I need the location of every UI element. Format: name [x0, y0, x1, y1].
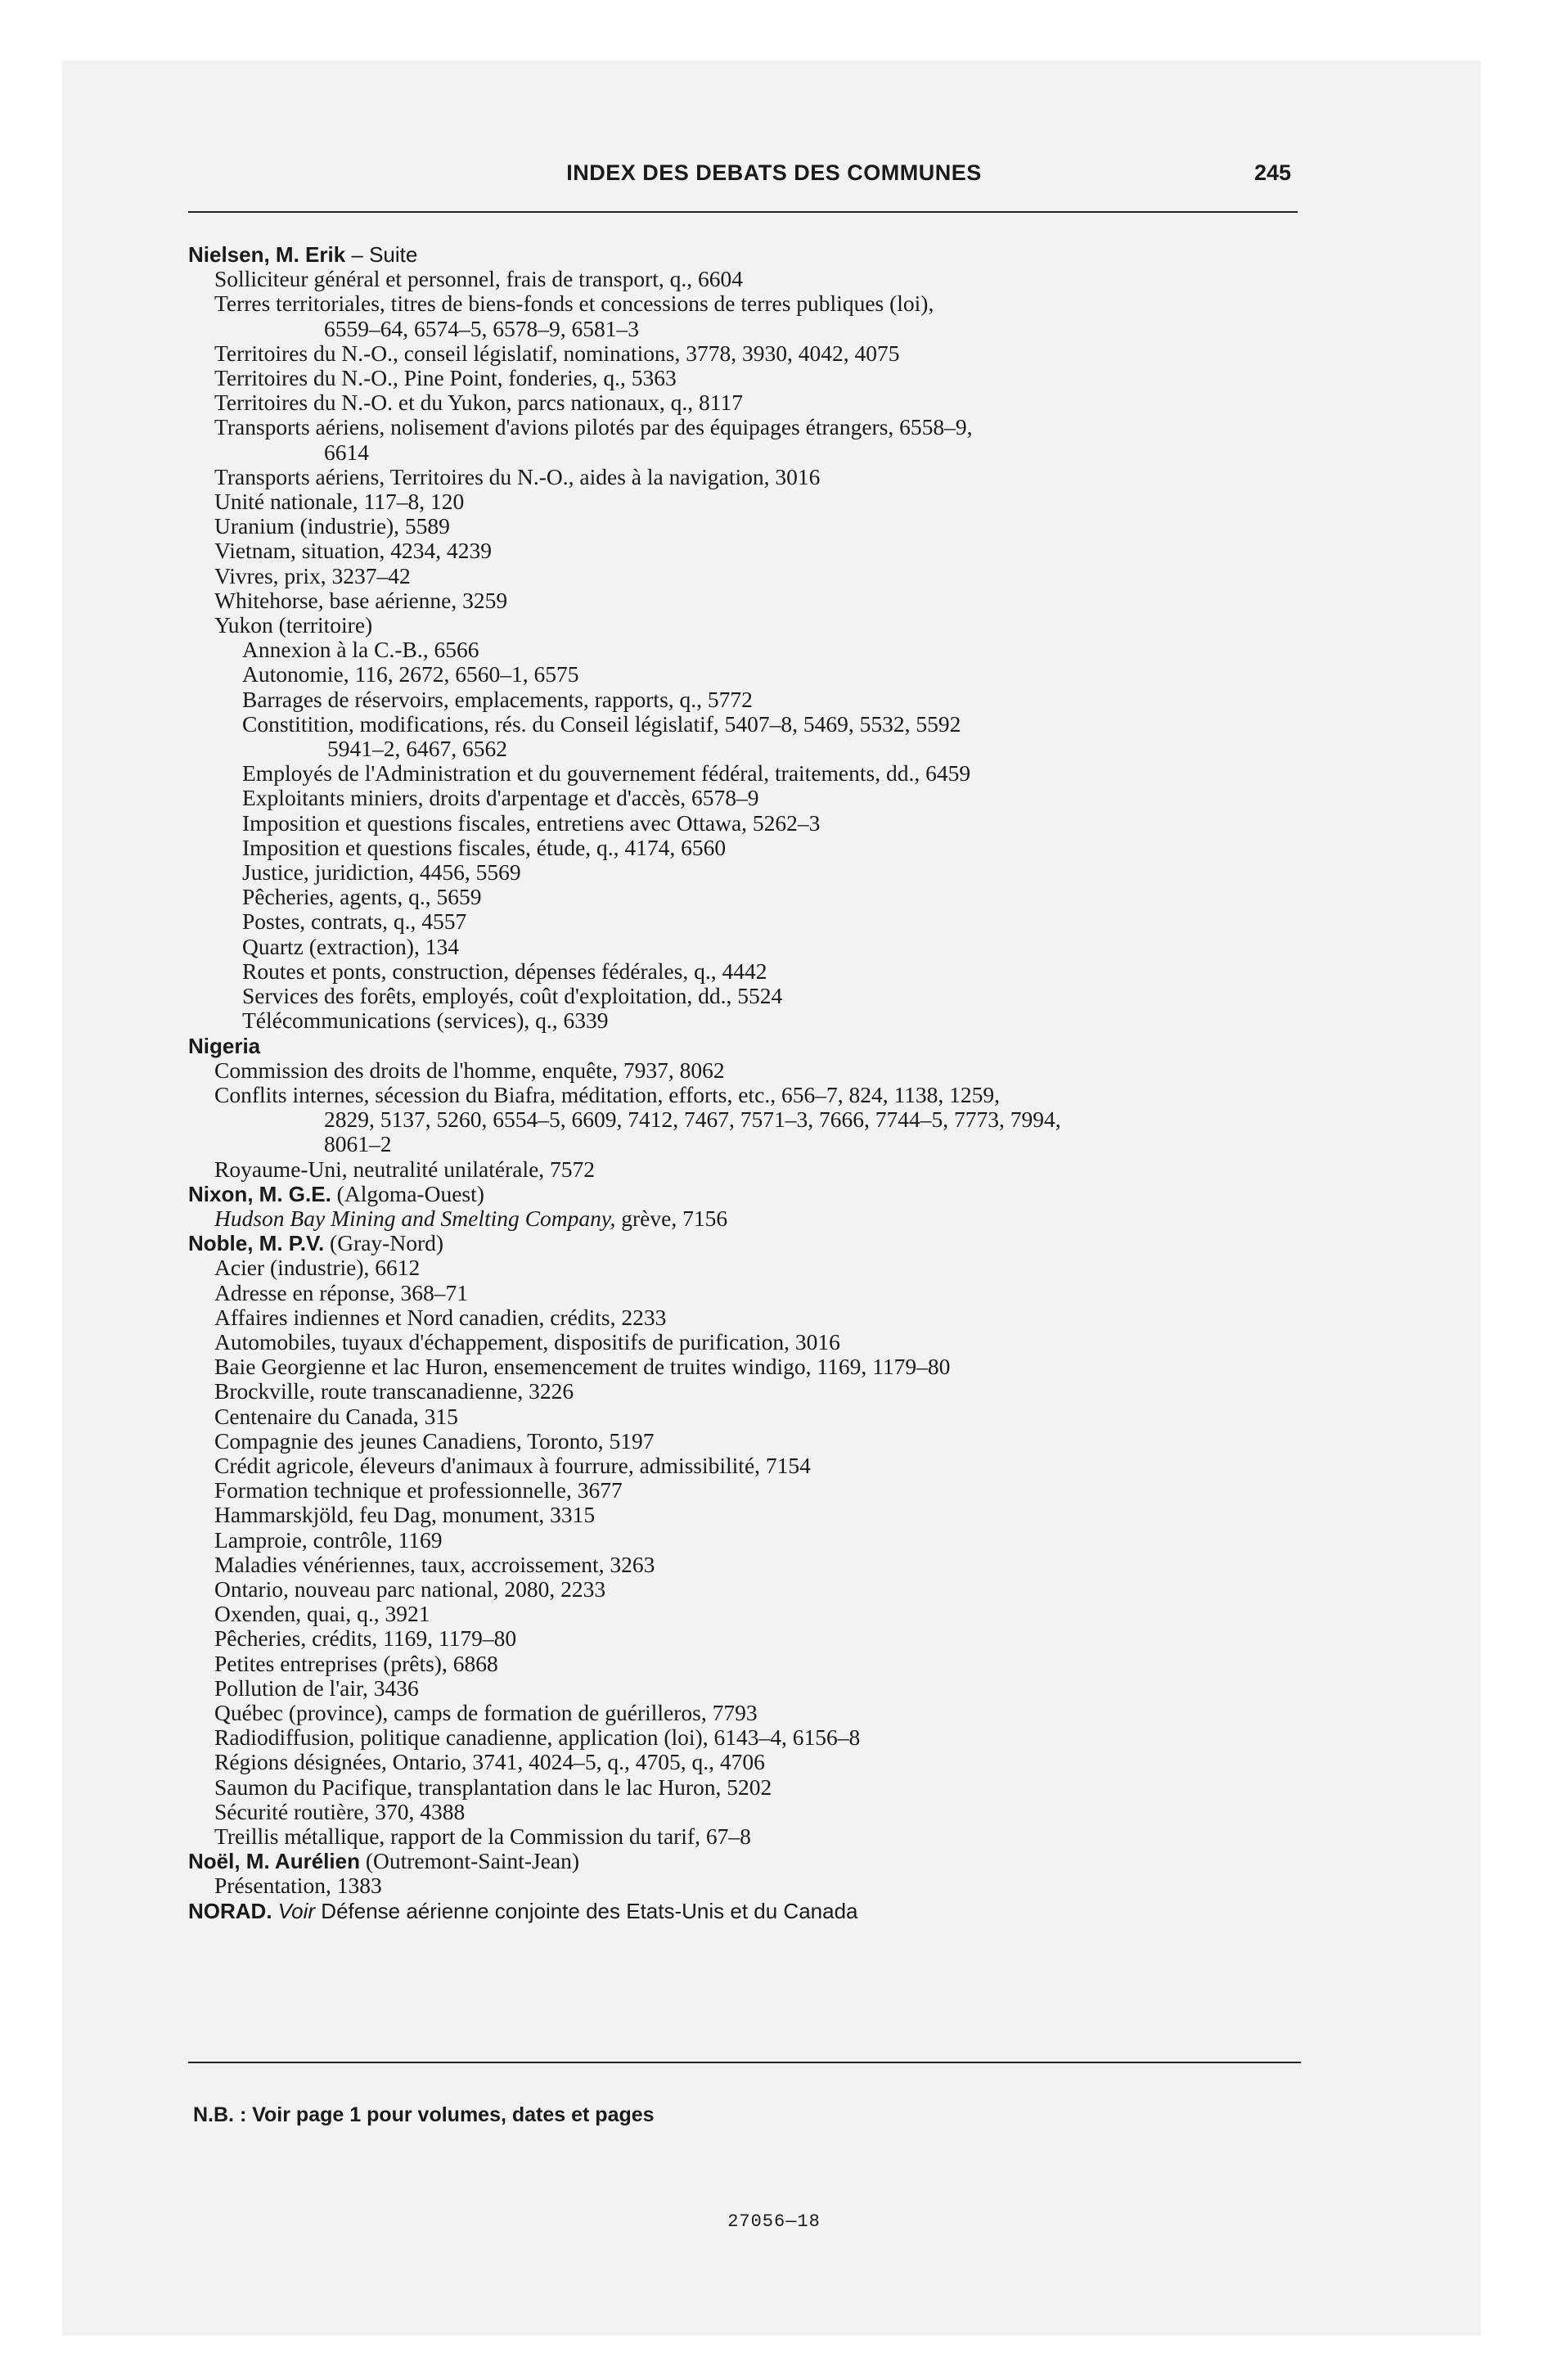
header-rule	[188, 211, 1298, 213]
editorial-note: N.B. : Voir page 1 pour volumes, dates et pages	[193, 2103, 655, 2126]
subentry: Acier (industrie), 6612	[214, 1255, 421, 1281]
subentry-detail: grève, 7156	[615, 1205, 728, 1231]
subentry: Présentation, 1383	[214, 1873, 382, 1899]
subentry: Adresse en réponse, 368–71	[214, 1279, 469, 1305]
subentry: Saumon du Pacifique, transplantation dans le lac Huron, 5202	[214, 1774, 772, 1800]
subentry: Conflits internes, sécession du Biafra, méditation, efforts, etc., 656–7, 824, 1138, 1259,	[214, 1081, 1001, 1107]
entry-riding: (Gray-Nord)	[324, 1230, 444, 1256]
subentry: Brockville, route transcanadienne, 3226	[214, 1378, 574, 1404]
sub-subentry: Postes, contrats, q., 4557	[242, 908, 467, 935]
index-entry-noel	[188, 1849, 1301, 1873]
subentry: Pêcheries, crédits, 1169, 1179–80	[214, 1625, 517, 1652]
sub-subentry: Justice, juridiction, 4456, 5569	[242, 859, 521, 886]
subentry: Transports aériens, nolisement d'avions pilotés par des équipages étrangers, 6558–9,	[214, 414, 973, 440]
entry-name: Noël, M. Aurélien	[188, 1849, 360, 1874]
sub-subentry: Quartz (extraction), 134	[242, 933, 459, 959]
index-entry-norad	[188, 1899, 1301, 1923]
subentry: Vivres, prix, 3237–42	[214, 562, 411, 588]
subentry: Crédit agricole, éleveurs d'animaux à fourrure, admissibilité, 7154	[214, 1452, 811, 1478]
subentry-continuation: 8061–2	[324, 1131, 392, 1157]
page-number: 245	[1253, 160, 1291, 185]
sub-subentry: Constitition, modifications, rés. du Conseil législatif, 5407–8, 5469, 5532, 5592	[242, 710, 961, 737]
subentry: Ontario, nouveau parc national, 2080, 2233	[214, 1575, 606, 1602]
footer-rule	[188, 2062, 1301, 2063]
subentry-continuation: 2829, 5137, 5260, 6554–5, 6609, 7412, 7467, 7571–3, 7666, 7744–5, 7773, 7994,	[324, 1107, 1061, 1133]
subentry: Baie Georgienne et lac Huron, ensemencement de truites windigo, 1169, 1179–80	[214, 1354, 951, 1380]
subentry: Commission des droits de l'homme, enquête, 7937, 8062	[214, 1057, 725, 1083]
subentry: Sécurité routière, 370, 4388	[214, 1798, 466, 1824]
entry-name: NORAD.	[188, 1898, 272, 1923]
running-header-title: INDEX DES DEBATS DES COMMUNES	[566, 160, 982, 185]
subentry: Transports aériens, Territoires du N.-O., aides à la navigation, 3016	[214, 463, 821, 489]
subentry: Hammarskjöld, feu Dag, monument, 3315	[214, 1502, 596, 1528]
subentry-continuation: 6559–64, 6574–5, 6578–9, 6581–3	[324, 315, 639, 341]
entry-riding: (Outremont-Saint-Jean)	[359, 1848, 580, 1874]
subentry	[188, 1206, 1301, 1231]
sub-subentry: Annexion à la C.-B., 6566	[242, 637, 479, 663]
subentry: Lamproie, contrôle, 1169	[214, 1526, 443, 1553]
sub-subentry: Exploitants miniers, droits d'arpentage et d'accès, 6578–9	[242, 785, 759, 811]
entry-riding: (Algoma-Ouest)	[331, 1180, 484, 1206]
cross-reference-voir: Voir	[277, 1898, 316, 1923]
entry-name: Nielsen, M. Erik	[188, 242, 346, 267]
sub-subentry: Imposition et questions fiscales, entretiens avec Ottawa, 5262–3	[242, 809, 821, 836]
index-entry-nielsen	[188, 242, 1301, 267]
sub-subentry: Routes et ponts, construction, dépenses fédérales, q., 4442	[242, 958, 767, 984]
index-column	[188, 242, 1301, 1923]
subentry: Unité nationale, 117–8, 120	[214, 489, 465, 515]
cross-reference-target: Défense aérienne conjointe des Etats-Unis et du Canada	[315, 1898, 858, 1923]
subentry: Radiodiffusion, politique canadienne, application (loi), 6143–4, 6156–8	[214, 1724, 861, 1751]
index-entry-nixon	[188, 1182, 1301, 1206]
subentry: Formation technique et professionnelle, 3677	[214, 1477, 623, 1503]
sub-subentry: Télécommunications (services), q., 6339	[242, 1007, 609, 1034]
subentry: Oxenden, quai, q., 3921	[214, 1601, 430, 1627]
entry-suffix: – Suite	[345, 242, 418, 267]
subentry: Centenaire du Canada, 315	[214, 1403, 458, 1429]
sub-subentry: Pêcheries, agents, q., 5659	[242, 884, 482, 910]
company-name: Hudson Bay Mining and Smelting Company,	[214, 1205, 616, 1231]
entry-name: Noble, M. P.V.	[188, 1231, 325, 1256]
subentry: Pollution de l'air, 3436	[214, 1675, 419, 1701]
subentry: Québec (province), camps de formation de guérilleros, 7793	[214, 1699, 758, 1725]
print-code: 27056—18	[727, 2211, 821, 2232]
sub-subentry: Barrages de réservoirs, emplacements, rapports, q., 5772	[242, 686, 753, 712]
subentry: Vietnam, situation, 4234, 4239	[214, 538, 493, 564]
subentry: Territoires du N.-O., Pine Point, fonderies, q., 5363	[214, 365, 677, 391]
entry-name: Nigeria	[188, 1033, 261, 1058]
subentry: Petites entreprises (prêts), 6868	[214, 1650, 498, 1676]
entry-name: Nixon, M. G.E.	[188, 1181, 331, 1206]
subentry: Territoires du N.-O., conseil législatif, nominations, 3778, 3930, 4042, 4075	[214, 340, 900, 366]
subentry: Solliciteur général et personnel, frais de transport, q., 6604	[214, 266, 744, 292]
subentry: Automobiles, tuyaux d'échappement, dispositifs de purification, 3016	[214, 1328, 840, 1355]
sub-subentry: Employés de l'Administration et du gouvernement fédéral, traitements, dd., 6459	[242, 760, 971, 787]
subentry: Terres territoriales, titres de biens-fonds et concessions de terres publiques (loi),	[214, 291, 934, 317]
subentry: Territoires du N.-O. et du Yukon, parcs nationaux, q., 8117	[214, 390, 743, 416]
subentry: Royaume-Uni, neutralité unilatérale, 7572	[214, 1156, 596, 1182]
index-entry-nigeria	[188, 1034, 1301, 1058]
subentry: Régions désignées, Ontario, 3741, 4024–5, q., 4705, q., 4706	[214, 1749, 765, 1775]
subentry: Uranium (industrie), 5589	[214, 513, 450, 539]
subentry: Maladies vénériennes, taux, accroissement, 3263	[214, 1551, 655, 1577]
sub-subentry-continuation: 5941–2, 6467, 6562	[327, 736, 507, 762]
sub-subentry: Imposition et questions fiscales, étude, q., 4174, 6560	[242, 834, 727, 860]
subentry: Whitehorse, base aérienne, 3259	[214, 587, 508, 613]
sub-subentry: Services des forêts, employés, coût d'exploitation, dd., 5524	[242, 983, 783, 1009]
subentry: Compagnie des jeunes Canadiens, Toronto, 5197	[214, 1427, 655, 1454]
sub-subentry: Autonomie, 116, 2672, 6560–1, 6575	[242, 661, 579, 687]
subentry: Affaires indiennes et Nord canadien, crédits, 2233	[214, 1304, 667, 1330]
subentry: Yukon (territoire)	[214, 612, 373, 638]
subentry-continuation: 6614	[324, 439, 369, 465]
index-entry-noble	[188, 1231, 1301, 1255]
subentry: Treillis métallique, rapport de la Commission du tarif, 67–8	[214, 1823, 751, 1849]
